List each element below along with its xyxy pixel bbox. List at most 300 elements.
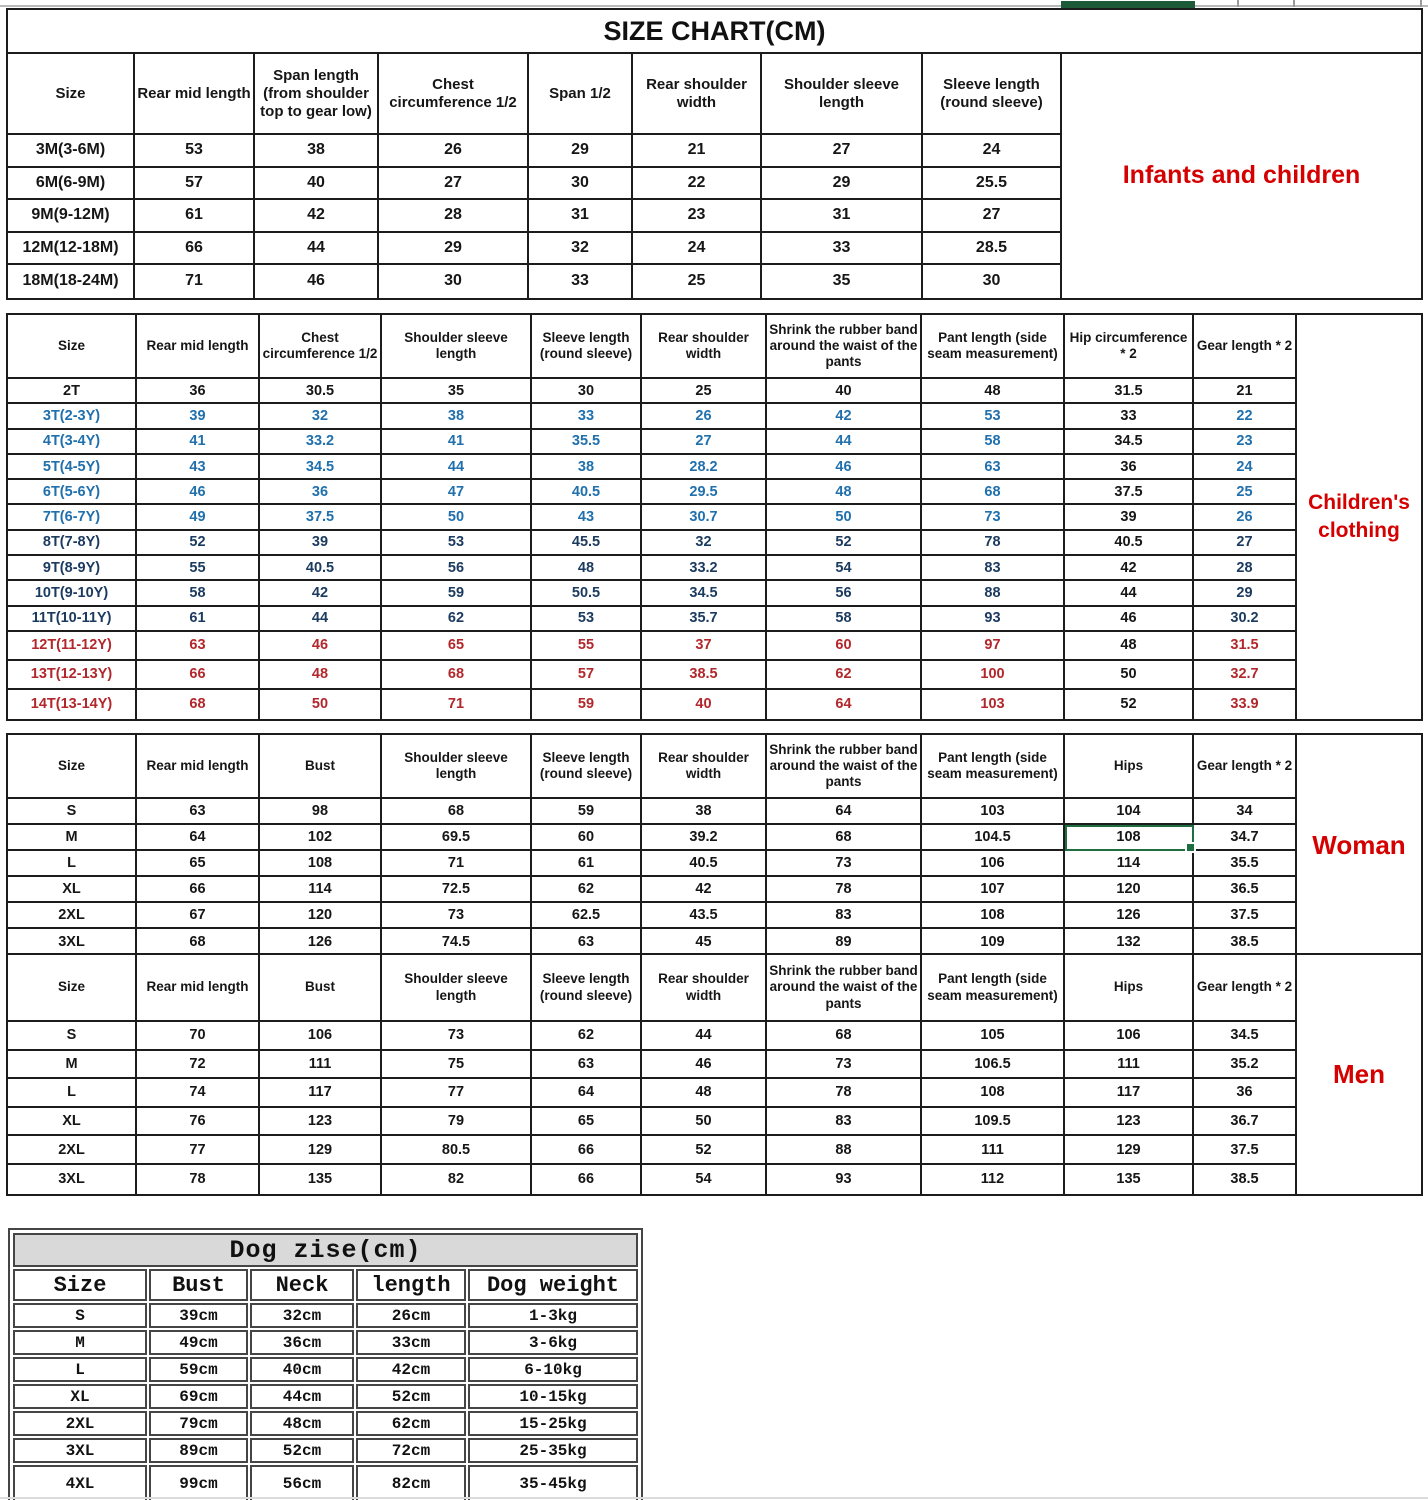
men-cell: 36.7 (1194, 1108, 1295, 1137)
men-cell: 76 (137, 1108, 260, 1137)
men-cell: 3XL (8, 1165, 137, 1194)
woman-cell: 98 (260, 799, 382, 825)
children-cell: 12T(11-12Y) (8, 632, 137, 661)
infants-cell: 32 (529, 233, 633, 266)
children-cell: 40.5 (532, 480, 642, 505)
men-cell: 78 (137, 1165, 260, 1194)
infants-cell: 57 (135, 168, 255, 201)
infants-chart-block (6, 8, 1423, 300)
children-cell: 68 (922, 480, 1065, 505)
infants-cell: 61 (135, 200, 255, 233)
men-cell: 74 (137, 1079, 260, 1108)
dog-cell: 3XL (13, 1438, 147, 1463)
children-cell: 37 (642, 632, 767, 661)
dog-header-cell: Dog weight (468, 1269, 638, 1301)
dog-cell: 33cm (356, 1330, 466, 1355)
men-header-cell: Size (8, 955, 137, 1022)
infants-cell: 6M(6-9M) (8, 168, 135, 201)
woman-cell: 102 (260, 825, 382, 851)
infants-cell: 3M(3-6M) (8, 135, 135, 168)
children-cell: 28.2 (642, 455, 767, 480)
men-cell: 112 (922, 1165, 1065, 1194)
woman-cell: 72.5 (382, 877, 532, 903)
woman-cell: 108 (260, 851, 382, 877)
infants-label: Infants and children (1062, 54, 1421, 298)
children-cell: 39 (260, 531, 382, 556)
dog-header-cell: length (356, 1269, 466, 1301)
men-header-cell: Rear shoulder width (642, 955, 767, 1022)
infants-cell: 24 (923, 135, 1060, 168)
men-header-cell: Hips (1065, 955, 1194, 1022)
men-cell: 88 (767, 1136, 922, 1165)
children-cell: 54 (767, 556, 922, 581)
infants-cell: 30 (529, 168, 633, 201)
infants-cell: 26 (379, 135, 529, 168)
infants-header-cell: Shoulder sleeve length (762, 54, 923, 135)
children-cell: 14T(13-14Y) (8, 690, 137, 719)
children-cell: 53 (922, 404, 1065, 429)
dog-chart-block (8, 1228, 643, 1500)
infants-cell: 42 (255, 200, 379, 233)
dog-cell: 1-3kg (468, 1303, 638, 1328)
men-cell: 73 (767, 1051, 922, 1080)
woman-cell: 34 (1194, 799, 1295, 825)
woman-header-cell: Rear mid length (137, 735, 260, 799)
infants-cell: 40 (255, 168, 379, 201)
infants-cell: 35 (762, 265, 923, 298)
children-cell: 24 (1194, 455, 1295, 480)
dog-table-title: Dog zise(cm) (13, 1233, 638, 1267)
men-cell: 108 (922, 1079, 1065, 1108)
children-cell: 41 (137, 430, 260, 455)
children-cell: 40 (642, 690, 767, 719)
children-cell: 6T(5-6Y) (8, 480, 137, 505)
infants-cell: 18M(18-24M) (8, 265, 135, 298)
dog-cell: 3-6kg (468, 1330, 638, 1355)
children-header-cell: Gear length * 2 (1194, 315, 1295, 379)
woman-cell: 74.5 (382, 929, 532, 955)
children-cell: 44 (1065, 581, 1194, 606)
dog-cell: 52cm (356, 1384, 466, 1409)
woman-cell: 60 (532, 825, 642, 851)
woman-header-cell: Bust (260, 735, 382, 799)
woman-cell: 66 (137, 877, 260, 903)
men-label: Men (1297, 953, 1423, 1196)
infants-cell: 27 (762, 135, 923, 168)
infants-cell: 71 (135, 265, 255, 298)
children-cell: 53 (382, 531, 532, 556)
children-cell: 25 (1194, 480, 1295, 505)
men-header-cell: Sleeve length (round sleeve) (532, 955, 642, 1022)
children-cell: 57 (532, 661, 642, 690)
children-header-cell: Size (8, 315, 137, 379)
infants-header-cell: Span 1/2 (529, 54, 633, 135)
men-cell: L (8, 1079, 137, 1108)
woman-header-cell: Pant length (side seam measurement) (922, 735, 1065, 799)
infants-cell: 22 (633, 168, 762, 201)
infants-header-cell: Chest circumference 1/2 (379, 54, 529, 135)
children-cell: 39 (1065, 505, 1194, 530)
dog-cell: 79cm (149, 1411, 248, 1436)
woman-label: Woman (1297, 733, 1423, 957)
column-tick (1237, 0, 1239, 7)
dog-cell: 69cm (149, 1384, 248, 1409)
men-cell: 66 (532, 1165, 642, 1194)
woman-cell: 37.5 (1194, 903, 1295, 929)
children-cell: 50.5 (532, 581, 642, 606)
men-cell: 135 (1065, 1165, 1194, 1194)
men-cell: 105 (922, 1022, 1065, 1051)
children-cell: 47 (382, 480, 532, 505)
children-chart-block (6, 313, 1423, 721)
men-cell: S (8, 1022, 137, 1051)
children-cell: 3T(2-3Y) (8, 404, 137, 429)
infants-header-cell: Size (8, 54, 135, 135)
woman-cell: 89 (767, 929, 922, 955)
children-cell: 30.5 (260, 379, 382, 404)
children-cell: 44 (382, 455, 532, 480)
children-cell: 78 (922, 531, 1065, 556)
children-header-cell: Shrink the rubber band around the waist of the pants (767, 315, 922, 379)
woman-header-cell: Gear length * 2 (1194, 735, 1295, 799)
children-cell: 65 (382, 632, 532, 661)
men-cell: 129 (260, 1136, 382, 1165)
children-cell: 36 (260, 480, 382, 505)
column-tick (1293, 0, 1295, 7)
men-cell: 78 (767, 1079, 922, 1108)
children-cell: 4T(3-4Y) (8, 430, 137, 455)
men-cell: 106 (260, 1022, 382, 1051)
woman-cell: 63 (137, 799, 260, 825)
infants-cell: 27 (379, 168, 529, 201)
children-cell: 46 (137, 480, 260, 505)
children-header-cell: Pant length (side seam measurement) (922, 315, 1065, 379)
children-cell: 31.5 (1065, 379, 1194, 404)
dog-cell: 40cm (250, 1357, 354, 1382)
men-cell: 46 (642, 1051, 767, 1080)
page-title: SIZE CHART(CM) (8, 10, 1421, 54)
children-cell: 63 (922, 455, 1065, 480)
woman-cell: 73 (382, 903, 532, 929)
children-cell: 50 (260, 690, 382, 719)
children-cell: 55 (532, 632, 642, 661)
infants-cell: 25.5 (923, 168, 1060, 201)
men-cell: 70 (137, 1022, 260, 1051)
men-cell: XL (8, 1108, 137, 1137)
infants-header-cell: Rear mid length (135, 54, 255, 135)
children-cell: 35 (382, 379, 532, 404)
infants-cell: 30 (379, 265, 529, 298)
woman-cell: M (8, 825, 137, 851)
infants-cell: 28 (379, 200, 529, 233)
men-cell: 66 (532, 1136, 642, 1165)
woman-cell: 3XL (8, 929, 137, 955)
children-cell: 30.7 (642, 505, 767, 530)
infants-header-cell: Span length (from shoulder top to gear low) (255, 54, 379, 135)
men-header-cell: Rear mid length (137, 955, 260, 1022)
infants-cell: 29 (379, 233, 529, 266)
men-cell: 93 (767, 1165, 922, 1194)
children-cell: 30.2 (1194, 607, 1295, 632)
children-cell: 34.5 (642, 581, 767, 606)
men-cell: 38.5 (1230, 1171, 1259, 1188)
children-cell: 46 (767, 455, 922, 480)
children-header-cell: Hip circumference * 2 (1065, 315, 1194, 379)
men-cell: 52 (642, 1136, 767, 1165)
infants-cell: 28.5 (923, 233, 1060, 266)
infants-cell: 66 (135, 233, 255, 266)
children-cell: 58 (922, 430, 1065, 455)
infants-cell: 31 (762, 200, 923, 233)
children-cell: 68 (382, 661, 532, 690)
woman-cell: 83 (767, 903, 922, 929)
men-cell: 68 (767, 1022, 922, 1051)
dog-cell: S (13, 1303, 147, 1328)
children-size-table (6, 313, 1297, 721)
dog-cell: 25-35kg (468, 1438, 638, 1463)
children-cell: 33 (1065, 404, 1194, 429)
children-cell: 58 (767, 607, 922, 632)
woman-cell: 64 (137, 825, 260, 851)
dog-header-cell: Bust (149, 1269, 248, 1301)
men-cell: 63 (532, 1051, 642, 1080)
men-cell: 117 (1065, 1079, 1194, 1108)
infants-cell: 23 (633, 200, 762, 233)
woman-cell: 114 (260, 877, 382, 903)
infants-cell: 12M(12-18M) (8, 233, 135, 266)
infants-cell: 33 (529, 265, 633, 298)
men-cell: 129 (1065, 1136, 1194, 1165)
children-cell: 61 (137, 607, 260, 632)
woman-cell: 103 (922, 799, 1065, 825)
children-cell: 35.7 (642, 607, 767, 632)
dog-cell: 39cm (149, 1303, 248, 1328)
spreadsheet-top-gridline (0, 0, 1428, 8)
woman-cell: 109 (922, 929, 1065, 955)
men-cell: 50 (642, 1108, 767, 1137)
men-cell: 2XL (8, 1136, 137, 1165)
children-cell: 25 (642, 379, 767, 404)
children-cell: 58 (137, 581, 260, 606)
men-header-cell: Pant length (side seam measurement) (922, 955, 1065, 1022)
children-header-cell: Chest circumference 1/2 (260, 315, 382, 379)
children-cell: 42 (260, 581, 382, 606)
dog-cell: 4XL (13, 1465, 147, 1500)
men-cell: 34.5 (1194, 1022, 1295, 1051)
children-cell: 62 (767, 661, 922, 690)
woman-cell: 107 (922, 877, 1065, 903)
men-cell: 135 (260, 1165, 382, 1194)
children-cell: 22 (1194, 404, 1295, 429)
children-header-cell: Shoulder sleeve length (382, 315, 532, 379)
children-cell: 66 (137, 661, 260, 690)
children-cell: 43 (532, 505, 642, 530)
dog-cell: L (13, 1357, 147, 1382)
men-cell: 77 (137, 1136, 260, 1165)
men-cell: 106 (1065, 1022, 1194, 1051)
dog-cell: 82cm (356, 1465, 466, 1500)
children-cell: 26 (642, 404, 767, 429)
dog-cell: 44cm (250, 1384, 354, 1409)
infants-cell: 25 (633, 265, 762, 298)
children-cell: 36 (137, 379, 260, 404)
children-cell: 41 (382, 430, 532, 455)
children-cell: 37.5 (260, 505, 382, 530)
woman-cell: 35.5 (1194, 851, 1295, 877)
woman-cell: 106 (922, 851, 1065, 877)
children-cell: 44 (767, 430, 922, 455)
woman-cell: 120 (260, 903, 382, 929)
children-cell: 56 (767, 581, 922, 606)
infants-cell: 24 (633, 233, 762, 266)
children-cell: 29 (1194, 581, 1295, 606)
dog-cell: 10-15kg (468, 1384, 638, 1409)
woman-chart-block (6, 733, 1423, 957)
children-cell: 73 (922, 505, 1065, 530)
dog-header-cell: Neck (250, 1269, 354, 1301)
children-cell: 93 (922, 607, 1065, 632)
children-cell: 64 (767, 690, 922, 719)
children-cell: 33.9 (1230, 696, 1259, 713)
children-cell: 40.5 (260, 556, 382, 581)
children-cell: 32 (642, 531, 767, 556)
children-cell: 38 (382, 404, 532, 429)
men-header-cell: Shrink the rubber band around the waist of the pants (767, 955, 922, 1022)
children-cell: 52 (137, 531, 260, 556)
children-cell: 26 (1194, 505, 1295, 530)
children-cell: 60 (767, 632, 922, 661)
infants-cell: 27 (923, 200, 1060, 233)
men-header-cell: Shoulder sleeve length (382, 955, 532, 1022)
men-cell: 35.2 (1194, 1051, 1295, 1080)
infants-cell: 30 (982, 272, 1001, 290)
children-cell: 34.5 (1065, 430, 1194, 455)
children-cell: 8T(7-8Y) (8, 531, 137, 556)
children-header-cell: Rear mid length (137, 315, 260, 379)
children-cell: 52 (1065, 690, 1194, 719)
woman-cell: 108 (922, 903, 1065, 929)
children-cell: 2T (8, 379, 137, 404)
woman-cell: 69.5 (382, 825, 532, 851)
woman-cell: 43.5 (642, 903, 767, 929)
infants-cell: 21 (633, 135, 762, 168)
dog-cell: M (13, 1330, 147, 1355)
dog-cell: 48cm (250, 1411, 354, 1436)
children-cell: 48 (1065, 632, 1194, 661)
woman-header-cell: Hips (1065, 735, 1194, 799)
men-cell: 106.5 (922, 1051, 1065, 1080)
dog-cell: XL (13, 1384, 147, 1409)
woman-cell: 64 (767, 799, 922, 825)
woman-cell: 62 (532, 877, 642, 903)
woman-cell: 42 (642, 877, 767, 903)
woman-cell: 108 (1065, 825, 1194, 851)
children-cell: 48 (767, 480, 922, 505)
woman-cell: 38.5 (1230, 934, 1259, 950)
infants-cell: 31 (529, 200, 633, 233)
infants-cell: 33 (762, 233, 923, 266)
woman-cell: 67 (137, 903, 260, 929)
children-cell: 29.5 (642, 480, 767, 505)
woman-cell: S (8, 799, 137, 825)
children-cell: 38 (532, 455, 642, 480)
woman-cell: 114 (1065, 851, 1194, 877)
children-cell: 52 (767, 531, 922, 556)
infants-cell: 38 (255, 135, 379, 168)
dog-cell: 59cm (149, 1357, 248, 1382)
men-cell: 77 (382, 1079, 532, 1108)
infants-cell: 29 (762, 168, 923, 201)
men-cell: M (8, 1051, 137, 1080)
gridline (0, 5, 1428, 7)
children-cell: 32.7 (1194, 661, 1295, 690)
children-cell: 42 (1065, 556, 1194, 581)
woman-cell: L (8, 851, 137, 877)
dog-cell: 15-25kg (468, 1411, 638, 1436)
children-cell: 43 (137, 455, 260, 480)
men-cell: 62 (532, 1022, 642, 1051)
woman-cell: 132 (1065, 929, 1194, 955)
dog-header-cell: Size (13, 1269, 147, 1301)
men-cell: 82 (382, 1165, 532, 1194)
children-cell: 48 (532, 556, 642, 581)
woman-cell: 40.5 (642, 851, 767, 877)
children-cell: 83 (922, 556, 1065, 581)
children-cell: 50 (767, 505, 922, 530)
woman-cell: 68 (382, 799, 532, 825)
children-cell: 27 (642, 430, 767, 455)
men-cell: 83 (767, 1108, 922, 1137)
children-header-cell: Sleeve length (round sleeve) (532, 315, 642, 379)
children-cell: 63 (137, 632, 260, 661)
woman-cell: 126 (260, 929, 382, 955)
men-cell: 44 (642, 1022, 767, 1051)
woman-cell: 45 (642, 929, 767, 955)
children-cell: 88 (922, 581, 1065, 606)
woman-cell: 65 (137, 851, 260, 877)
children-cell: 103 (922, 690, 1065, 719)
woman-cell: 120 (1065, 877, 1194, 903)
children-cell: 30 (532, 379, 642, 404)
dog-cell: 35-45kg (468, 1465, 638, 1500)
men-cell: 111 (922, 1136, 1065, 1165)
men-cell: 54 (642, 1165, 767, 1194)
children-cell: 59 (532, 690, 642, 719)
woman-cell: 71 (382, 851, 532, 877)
children-cell: 28 (1194, 556, 1295, 581)
children-cell: 33 (532, 404, 642, 429)
men-cell: 72 (137, 1051, 260, 1080)
dog-cell: 99cm (149, 1465, 248, 1500)
woman-header-cell: Shrink the rubber band around the waist of the pants (767, 735, 922, 799)
children-cell: 59 (382, 581, 532, 606)
children-cell: 11T(10-11Y) (8, 607, 137, 632)
woman-cell: 34.7 (1194, 825, 1295, 851)
woman-header-cell: Sleeve length (round sleeve) (532, 735, 642, 799)
infants-header-cell: Rear shoulder width (633, 54, 762, 135)
children-cell: 42 (767, 404, 922, 429)
children-cell: 35.5 (532, 430, 642, 455)
children-cell: 38.5 (642, 661, 767, 690)
men-cell: 80.5 (382, 1136, 532, 1165)
woman-cell: 36.5 (1194, 877, 1295, 903)
infants-cell: 44 (255, 233, 379, 266)
men-cell: 117 (260, 1079, 382, 1108)
men-cell: 79 (382, 1108, 532, 1137)
children-cell: 31.5 (1194, 632, 1295, 661)
children-cell: 49 (137, 505, 260, 530)
children-cell: 37.5 (1065, 480, 1194, 505)
